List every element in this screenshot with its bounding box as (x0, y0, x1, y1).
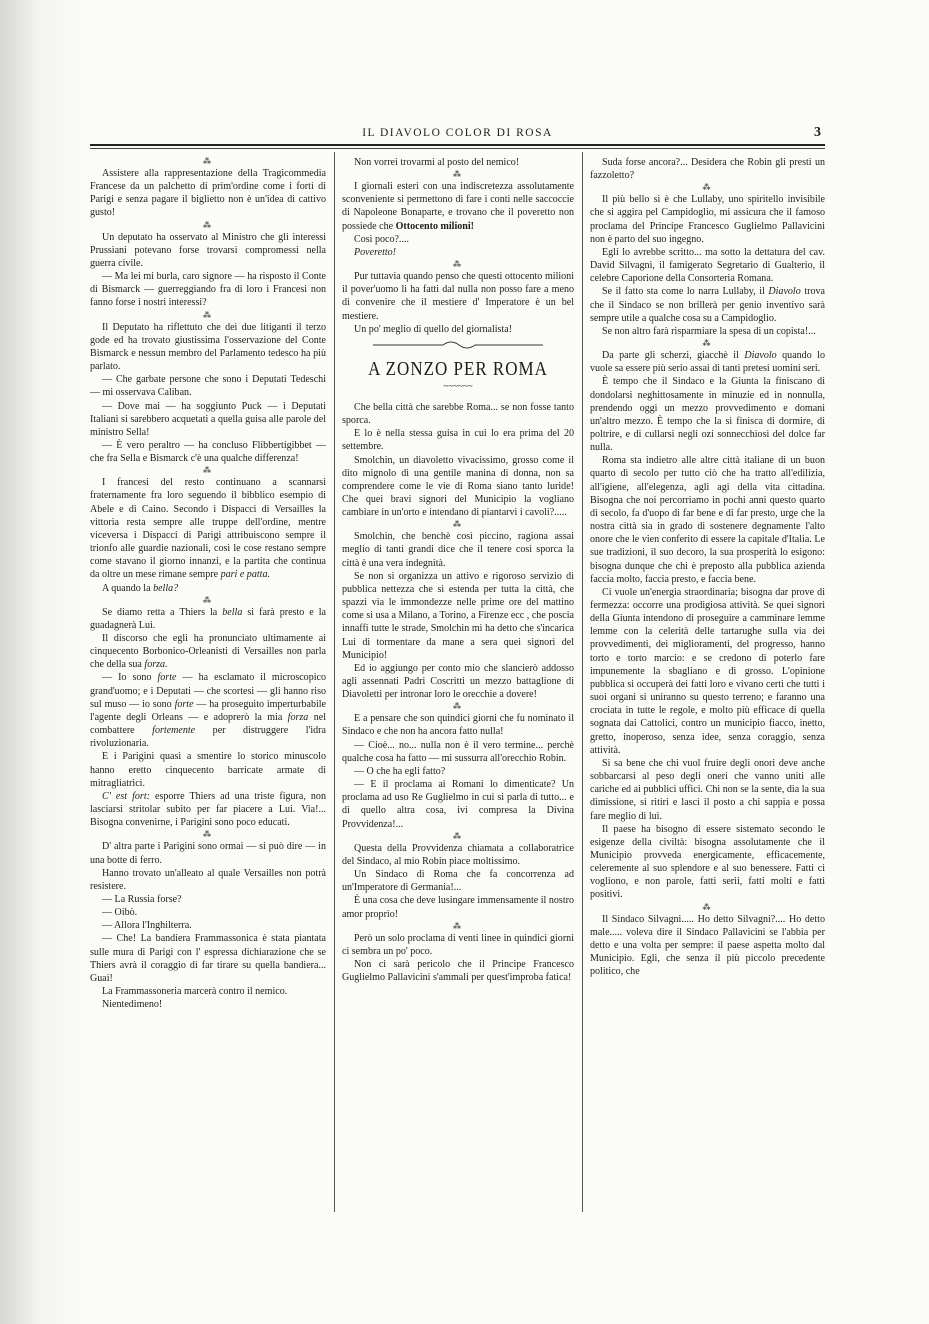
section-title: A ZONZO PER ROMA (368, 357, 548, 380)
paragraph: — Cioè... no... nulla non è il vero termine... perchè qualche cosa ha fatto — mi sussurra all'orecchio Robin. (342, 739, 574, 764)
asterism-ornament: ⁂ (203, 466, 213, 476)
asterism-ornament: ⁂ (453, 170, 463, 180)
column-divider-left (334, 152, 335, 1212)
asterism-ornament: ⁂ (453, 260, 463, 270)
asterism-ornament: ⁂ (453, 921, 463, 931)
asterism-ornament: ⁂ (203, 830, 213, 840)
paragraph: Assistere alla rappresentazione della Tragicommedia Francese da un palchetto di prim'ordine come i forti di Parigi e senza pagare il biglietto non è un'idea di cattivo gusto! (90, 168, 326, 219)
asterism-ornament: ⁂ (203, 310, 213, 320)
paragraph: A quando la bella? (102, 582, 179, 594)
paragraph: Se non altro farà risparmiare la spesa di un copista!... (602, 325, 816, 337)
paragraph: — O che ha egli fatto? (354, 765, 446, 777)
page-header (90, 126, 825, 146)
paragraph: Suda forse ancora?... Desidera che Robin gli presti un fazzoletto? (590, 157, 825, 182)
paragraph: Il discorso che egli ha pronunciato ultimamente ai cinquecento Borbonico-Orleanisti di Versailles non parla che della sua forza. (90, 633, 326, 671)
paragraph: Non ci sarà pericolo che il Principe Francesco Guglielmo Pallavicini s'ammali per quest'improba fatica! (342, 958, 574, 984)
paragraph: Poveretto! (354, 246, 397, 258)
paragraph: — La Russia forse? (102, 893, 182, 905)
paragraph: — Oibò. (102, 907, 138, 919)
paragraph: I francesi del resto continuano a scannarsi fraternamente fra loro seguendo il bibblico esempio di Abele e di Caino. Secondo i Dispacci di Versailles la vittoria resta sempre alle truppe dell'ordine, mentre viceversa i Dispacci di Parigi attribuiscono sempre il trionfo alle guardie nazionali, così le cose restano sempre come stavano il giorno innanzi, e la partita che continua da oltre un mese rimane sempre pari e patta. (90, 477, 326, 581)
header-rule-thick (90, 144, 825, 146)
paragraph: Così poco?.... (354, 233, 409, 245)
paragraph: I giornali esteri con una indiscretezza assolutamente sconveniente si permettono di fare i conti nelle saccoccie di Napoleone Bonaparte, e trovano che il poveretto non possiede che Ottocento milioni! (342, 181, 574, 232)
column-1 (90, 156, 326, 1011)
asterism-ornament: ⁂ (702, 339, 713, 349)
asterism-ornament: ⁂ (453, 520, 463, 530)
paragraph: — Ma lei mi burla, caro signore — ha risposto il Conte di Bismarck — guerreggiando fra di loro i Francesi non fanno forse i nostri interessi? (90, 271, 326, 309)
paragraph: È una cosa che deve lusingare immensamente il nostro amor proprio! (342, 895, 574, 920)
column-divider-right (582, 152, 583, 1212)
paragraph: Hanno trovato un'alleato al quale Versailles non potrà resistere. (90, 867, 326, 892)
paragraph: Però un solo proclama di venti linee in quindici giorni ci sembra un po' poco. (342, 932, 574, 957)
paragraph: E a pensare che son quindici giorni che fu nominato il Sindaco e che non ha ancora fatto nulla! (342, 713, 574, 738)
paragraph: La Frammassoneria marcerà contro il nemico. (102, 986, 288, 998)
column-3 (590, 156, 825, 978)
section-divider-ornament (373, 340, 543, 350)
paragraph: Se diamo retta a Thiers la bella si farà presto e la guadagnerà Lui. (90, 606, 327, 631)
asterism-ornament: ⁂ (453, 702, 463, 712)
paragraph: Pur tuttavia quando penso che questi ottocento milioni il pover'uomo li ha fatti dal nulla non posso fare a meno di convenire che il mestiere d' Imperatore è un bel mestiere. (342, 271, 574, 322)
asterism-ornament: ⁂ (453, 831, 463, 841)
paragraph: Il Sindaco Silvagni..... Ho detto Silvagni?.... Ho detto male..... voleva dire il Sindaco Pallavicini se l'abbia per detto e una volta per sempre: il paese aspetta molto dal Municipio. Egli, che senza il più piccolo precedente politico, che (590, 913, 825, 978)
paragraph: Se il fatto sta come lo narra Lullaby, il Diavolo trova che il Sindaco se non brillerà per genio inventivo sarà sempre utile a qualche cosa su a Campidoglio. (590, 286, 825, 324)
paragraph: — Dove mai — ha soggiunto Puck — i Deputati Italiani si sarebbero acquetati a quella guisa alle parole del ministro Sella! (90, 400, 326, 438)
paragraph: E i Parigini quasi a smentire lo storico minuscolo hanno eretto cinquecento barricate armate di mitragliatrici. (90, 751, 326, 789)
newspaper-title: IL DIAVOLO COLOR DI ROSA (362, 127, 553, 139)
paragraph: Se non si organizza un attivo e rigoroso servizio di pubblica nettezza che si estenda per tutta la città, che spazzi via le immondezze nelle prime ore del mattino come si usa a Milano, a Torino, a Firenze ecc , che poscia innaffi tutte le strade, Smolchin mi ha detto che s'incarica Lui di tormentare da mane a sera quei signori del Municipio! (342, 570, 574, 661)
paragraph: È tempo che il Sindaco e la Giunta la finiscano di dondolarsi neghittosamente in minuzie ed in nonnulla, prendendo oggi un mezzo provvedimento e domani un'altro mezzo. È tempo che la si finisca di dormire, di poltrire, e di cullarsi negli ozi sonnecchiosi del dolce far nulla. (590, 376, 825, 454)
paragraph: Un Sindaco di Roma che fa concorrenza ad un'Imperatore di Germania!... (342, 869, 574, 894)
paragraph: Questa della Provvidenza chiamata a collaboratrice del Sindaco, al mio Robin piace moltissimo. (342, 842, 574, 867)
asterism-ornament: ⁂ (702, 183, 713, 193)
paragraph: Da parte gli scherzi, giacchè il Diavolo quando lo vuole sa essere più serio assai di tanti pretesi uomini seri. (590, 350, 825, 375)
asterism-ornament: ⁂ (203, 157, 213, 166)
paragraph: Smolchin, che benchè così piccino, ragiona assai meglio di tanti grandi dice che il tenere così sporca la città è una vera indegnità. (342, 531, 574, 569)
paragraph: — Io sono forte — ha esclamato il microscopico grand'uomo; e i Deputati — che scortesi — gli hanno riso sul muso — io sono forte — ha proseguito imperturbabile l'agente degli Orleans — e adoprerò la mia forza nel combattere fortemente per distruggere l'idra rivoluzionaria. (90, 672, 327, 750)
paragraph: Il più bello si è che Lullaby, uno spiritello invisibile che si aggira pel Campidoglio, mi assicura che il famoso proclama del Principe Francesco Guglielmo Pallavicini non è parto del suo ingegno. (590, 194, 825, 245)
paragraph: — Allora l'Inghilterra. (102, 920, 192, 932)
paragraph: Ci vuole un'energia straordinaria; bisogna dar prove di fermezza: occorre una prodigiosa attività. Se quei signori della Giunta intendono di proseguire a camminare lemme lemme con la celerità delle tartarughe sulla via dei provvedimenti, dei miglioramenti, del progresso, hanno torto e torto marcio: e se credono di poterlo fare impunemente la sbagliano e di grosso. L'opinione pubblica si occuperà dei fatti loro e vivano certi che tutti i suoi organi si uniranno su questo terreno; e faranno una crociata in tutte le regole, e molto più efficace di quella sognata dai Cattolici, contro un municipio fiacco, inetto, gretto, inoperoso, senza idee, senza coraggio, senza attività. (590, 586, 825, 756)
paragraph: D' altra parte i Parigini sono ormai — si può dire — in una botte di ferro. (90, 841, 326, 866)
paragraph: Un deputato ha osservato al Ministro che gli interessi Prussiani potevano forse trovarsi compromessi nella guerra civile. (90, 231, 326, 269)
paragraph: Che bella città che sarebbe Roma... se non fosse tanto sporca. (342, 401, 574, 427)
paragraph: — Che garbate persone che sono i Deputati Tedeschi — mi osservava Caliban. (90, 374, 326, 399)
asterism-ornament: ⁂ (203, 220, 213, 230)
paragraph: Non vorrei trovarmi al posto del nemico! (354, 157, 520, 168)
paragraph: — Che! La bandiera Frammassonica è stata piantata sulle mura di Parigi con l' espressa dichiarazione che se Thiers avrà il coraggio di far tirare su quella bandiera... Guai! (90, 933, 326, 984)
header-rule-thin (90, 148, 825, 149)
paragraph: Si sa bene che chi vuol fruire degli onori deve anche sobbarcarsi al peso degli oneri che vanno uniti alle cariche ed ai pubblici uffici. Chi non se la sente, dia la sua dimissione, si ritiri e lasci il posto a chi sappia e possa fare meglio di lui. (590, 757, 825, 822)
column-2 (342, 156, 574, 984)
paragraph: — E il proclama ai Romani lo dimenticate? Un proclama ad uso Re Guglielmo in cui si parla di tutto... e di quello altra cosa, ivi compresa la Divina Provvidenza!... (342, 779, 574, 830)
paragraph: E lo è nella stessa guisa in cui lo era prima del 20 settembre. (342, 428, 574, 453)
asterism-ornament: ⁂ (702, 902, 713, 912)
title-squiggle-ornament: ~~~~~~ (443, 380, 473, 391)
paragraph: Ed io aggiungo per conto mio che slancierò addosso agli assennati Padri Coscritti un mezzo battaglione di Diavoletti per intronar loro le orecchie a dovere! (342, 662, 574, 701)
paragraph: C' est fort: esporre Thiers ad una triste figura, non lasciarsi stritolar subito per far piacere a Lui. Via!... Bisogna convenirne, i Parigini sono poco educati. (90, 790, 326, 829)
paragraph: Il Deputato ha riflettuto che dei due litiganti il terzo gode ed ha trovato giustissima l'osservazione del Conte Bismarck e nessun membro del Parlamento tedesco ha più parlato. (90, 321, 326, 373)
paragraph: Egli lo avrebbe scritto... ma sotto la dettatura del cav. David Silvagni, il famigerato Segretario di Gualterio, il celebre Caporione della Consorteria Romana. (590, 246, 825, 285)
paragraph: Nientedimeno! (102, 999, 163, 1011)
paragraph: Smolchin, un diavoletto vivacissimo, grosso come il dito mignolo di una gentile manina di donna, non sa comprendere come le vie di Roma siano tanto luride! Che quei bravi signori del Municipio la vogliano cambiare in un'orto e intendano di piantarvi i cavoli?..... (342, 454, 574, 519)
paragraph: Un po' meglio di quello del giornalista! (354, 323, 513, 335)
asterism-ornament: ⁂ (203, 595, 213, 605)
paragraph: Il paese ha bisogno di essere sistemato secondo le esigenze della civiltà: bisogna assolutamente che il Municipio provveda energicamente, efficacemente, celeremente al suo splendore e al suo benessere. Fatti ci vogliono, e non parole, fatti serii, fatti molti e fatti positivi. (590, 823, 825, 901)
paragraph: — È vero peraltro — ha concluso Flibbertigibbet — che fra Sella e Bismarck c'è una qualche differenza! (90, 439, 326, 465)
page-number: 3 (814, 125, 821, 140)
paragraph: Roma sta indietro alle altre città italiane di un buon quarto di secolo per tutto ciò che ha tratto all'edilizia, all'igiene, all'elegenza, agli agi della vita cittadina. Bisogna che noi percorriamo in pochi anni questo quarto di secolo, fa d'uopo di far bene e di far presto, urge che la nostra città sia in grado di sostenere degnamente l'alto onore che le vien conferito di essere la capitale d'Italia. Le sue tradizioni, il suo decoro, la sua prosperità lo esigono: bisogna dunque che chi è preposto alla pubblica azienda faccia molto, faccia presto, e faccia bene. (590, 455, 825, 585)
